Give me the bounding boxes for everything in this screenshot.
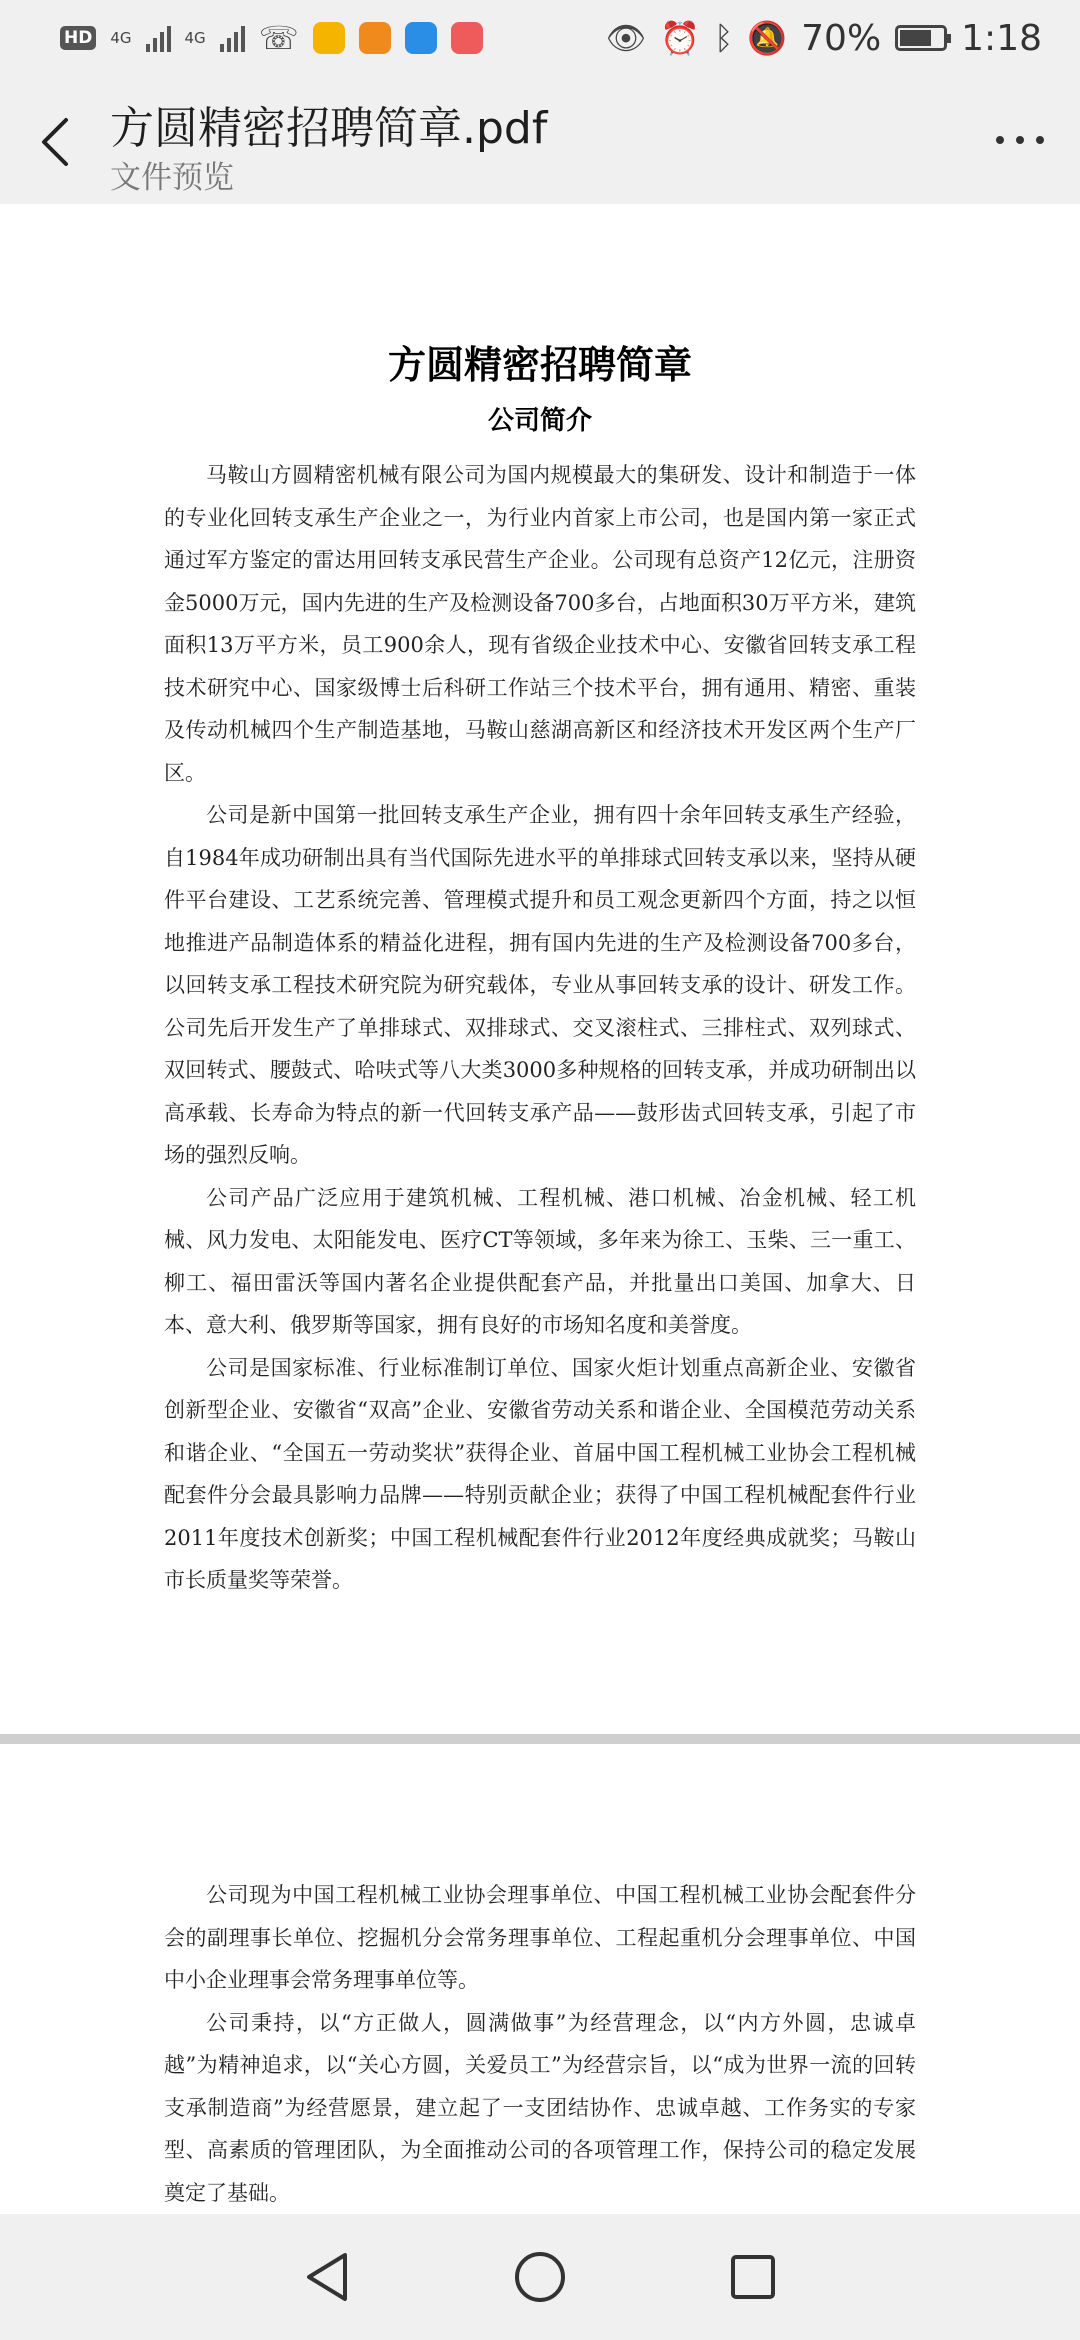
paragraph: 马鞍山方圆精密机械有限公司为国内规模最大的集研发、设计和制造于一体的专业化回转支承生产企业之一，为行业内首家上市公司，也是国内第一家正式通过军方鉴定的雷达用回转支承民营生产企业。公司现有总资产12亿元，注册资金5000万元，国内先进的生产及检测设备700多台，占地面积30万平方米，建筑面积13万平方米，员工900余人，现有省级企业技术中心、安徽省回转支承工程技术研究中心、国家级博士后科研工作站三个技术平台，拥有通用、精密、重装及传动机械四个生产制造基地，马鞍山慈湖高新区和经济技术开发区两个生产厂区。 <box>164 463 916 785</box>
dot-icon <box>1036 136 1044 144</box>
bird-app-icon <box>405 22 437 54</box>
pdf-page-1[interactable] <box>0 204 1080 1734</box>
document-title: 方圆精密招聘简章 <box>387 342 692 387</box>
system-nav-bar <box>0 2214 1080 2340</box>
alarm-icon: ⏰ <box>660 19 701 57</box>
home-nav-icon <box>512 2249 568 2305</box>
file-title: 方圆精密招聘简章.pdf <box>110 103 548 154</box>
sim1-label: 4G <box>110 29 132 47</box>
clock: 1:18 <box>961 17 1042 59</box>
mute-icon: 🔕 <box>747 19 788 57</box>
paragraph: 公司产品广泛应用于建筑机械、工程机械、港口机械、冶金机械、轻工机械、风力发电、太阳能发电、医疗CT等领域，多年来为徐工、玉柴、三一重工、柳工、福田雷沃等国内著名企业提供配套产品，并批量出口美国、加拿大、日本、意大利、俄罗斯等国家，拥有良好的市场知名度和美誉度。 <box>164 1185 916 1337</box>
back-nav-button[interactable] <box>295 2245 359 2309</box>
more-options-button[interactable] <box>996 136 1044 144</box>
dot-icon <box>1016 136 1024 144</box>
battery-icon <box>895 25 947 51</box>
back-arrow-icon <box>36 114 76 170</box>
home-nav-button[interactable] <box>508 2245 572 2309</box>
app-header <box>0 76 1080 204</box>
pdf-page-2[interactable] <box>0 1744 1080 2214</box>
status-bar <box>0 0 1080 76</box>
back-button[interactable] <box>36 114 76 170</box>
mail-app-icon <box>313 22 345 54</box>
paragraph: 公司是国家标准、行业标准制订单位、国家火炬计划重点高新企业、安徽省创新型企业、安徽省“双高”企业、安徽省劳动关系和谐企业、全国模范劳动关系和谐企业、“全国五一劳动奖状”获得企业、首届中国工程机械工业协会工程机械配套件分会最具影响力品牌——特别贡献企业；获得了中国工程机械配套件行业2011年度技术创新奖；中国工程机械配套件行业2012年度经典成就奖；马鞍山市长质量奖等荣誉。 <box>164 1355 916 1592</box>
recents-nav-button[interactable] <box>721 2245 785 2309</box>
taobao-app-icon <box>451 22 483 54</box>
page-divider <box>0 1734 1080 1744</box>
status-right <box>606 18 1042 59</box>
eye-icon: 👁 <box>605 19 647 57</box>
recents-nav-icon <box>727 2251 779 2303</box>
missed-call-icon: ☏ <box>258 19 299 57</box>
page1-body <box>164 454 916 1602</box>
battery-percent: 70% <box>801 17 882 59</box>
hd-badge: HD <box>60 26 96 50</box>
status-left <box>60 19 483 57</box>
signal-icon <box>220 24 245 52</box>
back-nav-icon <box>301 2249 353 2305</box>
signal-icon <box>146 24 171 52</box>
section-title: 公司简介 <box>487 406 592 436</box>
uc-browser-icon <box>359 22 391 54</box>
page2-body <box>164 1874 916 2214</box>
bluetooth-icon: ᛒ <box>714 19 734 57</box>
sim2-label: 4G <box>184 29 206 47</box>
paragraph: 公司是新中国第一批回转支承生产企业，拥有四十余年回转支承生产经验，自1984年成功研制出具有当代国际先进水平的单排球式回转支承以来，坚持从硬件平台建设、工艺系统完善、管理模式提升和员工观念更新四个方面，持之以恒地推进产品制造体系的精益化进程，拥有国内先进的生产及检测设备700多台，以回转支承工程技术研究院为研究载体，专业从事回转支承的设计、研发工作。公司先后开发生产了单排球式、双排球式、交叉滚柱式、三排柱式、双列球式、双回转式、腰鼓式、哈呋式等八大类3000多种规格的回转支承，并成功研制出以高承载、长寿命为特点的新一代回转支承产品——鼓形齿式回转支承，引起了市场的强烈反响。 <box>164 803 916 1167</box>
dot-icon <box>996 136 1004 144</box>
paragraph: 公司秉持，以“方正做人，圆满做事”为经营理念，以“内方外圆，忠诚卓越”为精神追求，以“关心方圆，关爱员工”为经营宗旨，以“成为世界一流的回转支承制造商”为经营愿景，建立起了一支团结协作、忠诚卓越、工作务实的专家型、高素质的管理团队，为全面推动公司的各项管理工作，保持公司的稳定发展奠定了基础。 <box>164 2010 916 2205</box>
file-subtitle: 文件预览 <box>110 160 234 196</box>
paragraph: 公司现为中国工程机械工业协会理事单位、中国工程机械工业协会配套件分会的副理事长单位、挖掘机分会常务理事单位、工程起重机分会理事单位、中国中小企业理事会常务理事单位等。 <box>164 1883 916 1992</box>
